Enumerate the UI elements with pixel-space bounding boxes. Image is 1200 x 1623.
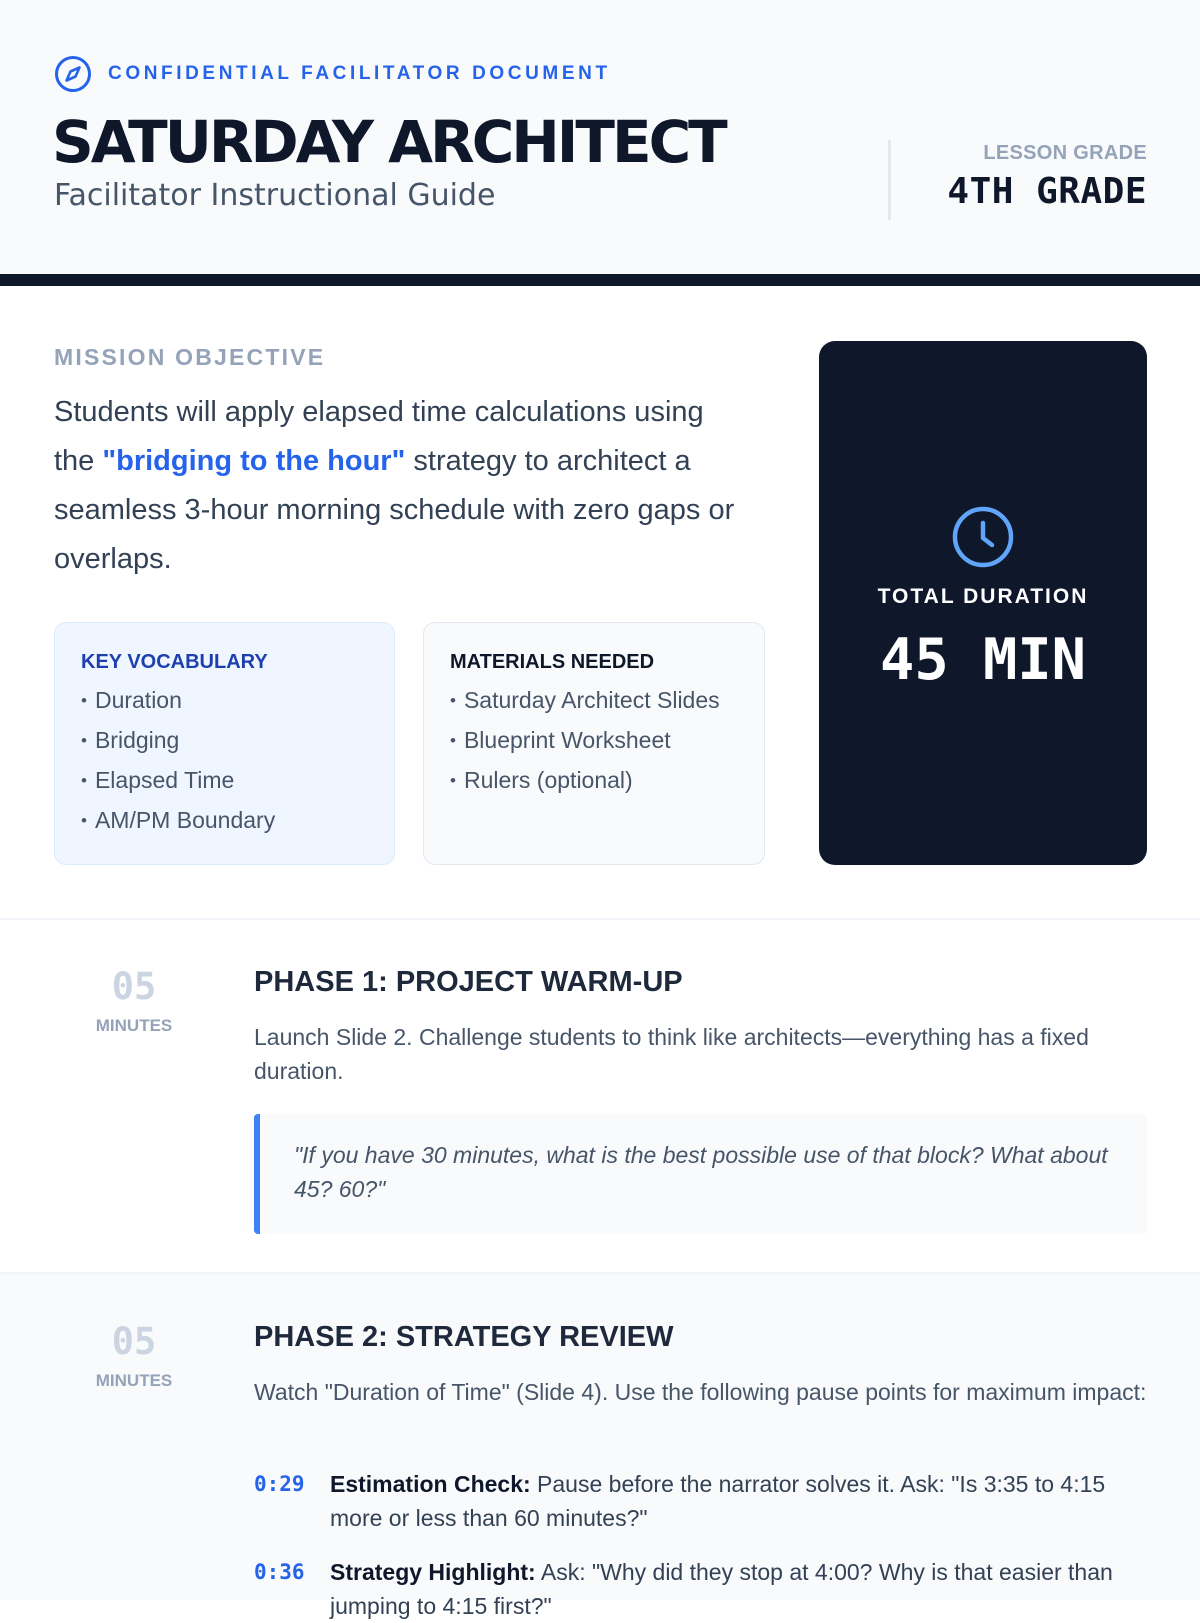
materials-title: MATERIALS NEEDED	[450, 651, 655, 673]
phase-1-minutes: 05	[111, 965, 157, 1008]
mission-text	[54, 388, 744, 584]
pause-point	[254, 1467, 1154, 1535]
pause-body: Ask: "Why did they stop at 4:00? Why is that easier than jumping to 4:15 first?"	[330, 1559, 1113, 1619]
section-divider	[0, 918, 1200, 920]
phase-2-description: Watch "Duration of Time" (Slide 4). Use the following pause points for maximum impact:	[254, 1379, 1147, 1405]
mission-text-end: strategy to architect a seamless 3-hour morning schedule with zero gaps or overlaps.	[54, 445, 735, 575]
page-subtitle: Facilitator Instructional Guide	[54, 178, 496, 213]
page-title: SATURDAY ARCHITECT	[52, 108, 725, 176]
phase-1-quote: "If you have 30 minutes, what is the best possible use of that block? What about 45? 60?"	[254, 1114, 1147, 1234]
mission-highlight: "bridging to the hour"	[102, 445, 406, 477]
vocabulary-item: • AM/PM Boundary	[81, 804, 368, 837]
phase-1-minutes-label: MINUTES	[95, 1016, 173, 1035]
materials-card	[423, 622, 765, 865]
grade-value: 4TH GRADE	[947, 171, 1147, 212]
pause-label: Estimation Check:	[330, 1471, 531, 1497]
confidential-row	[54, 55, 611, 93]
document-header	[0, 0, 1200, 274]
phase-2-minutes-label: MINUTES	[95, 1371, 173, 1390]
header-rule	[0, 274, 1200, 286]
duration-value: 45 MIN	[880, 627, 1086, 693]
pause-timestamp: 0:29	[254, 1472, 305, 1496]
vocabulary-item: • Duration	[81, 684, 368, 717]
pause-point	[254, 1555, 1154, 1623]
header-divider	[888, 140, 891, 220]
materials-item: • Rulers (optional)	[450, 764, 738, 797]
mission-text-start: Students will apply elapsed time calculations using the	[54, 396, 704, 477]
mission-heading: MISSION OBJECTIVE	[54, 344, 326, 370]
pause-text	[330, 1467, 1154, 1535]
pause-timestamp: 0:36	[254, 1560, 305, 1584]
phase-1-title: PHASE 1: PROJECT WARM-UP	[254, 966, 683, 998]
pause-body: Pause before the narrator solves it. Ask: "Is 3:35 to 4:15 more or less than 60 minutes?"	[330, 1471, 1106, 1531]
materials-item: • Blueprint Worksheet	[450, 724, 738, 757]
materials-item: • Saturday Architect Slides	[450, 684, 738, 717]
pause-label: Strategy Highlight:	[330, 1559, 536, 1585]
compass-icon	[54, 55, 92, 93]
phase-2-minutes: 05	[111, 1320, 157, 1363]
confidential-label: CONFIDENTIAL FACILITATOR DOCUMENT	[108, 63, 611, 84]
duration-label: TOTAL DURATION	[877, 585, 1089, 608]
phase-1-description: Launch Slide 2. Challenge students to think like architects—everything has a fixed duration.	[254, 1024, 1089, 1084]
vocabulary-item: • Elapsed Time	[81, 764, 368, 797]
duration-panel	[819, 341, 1147, 865]
grade-label: LESSON GRADE	[983, 142, 1147, 164]
phase-2-title: PHASE 2: STRATEGY REVIEW	[254, 1321, 674, 1353]
vocabulary-item: • Bridging	[81, 724, 368, 757]
pause-text	[330, 1555, 1154, 1623]
vocabulary-card	[54, 622, 395, 865]
clock-icon	[951, 505, 1015, 569]
vocabulary-title: KEY VOCABULARY	[81, 651, 268, 673]
